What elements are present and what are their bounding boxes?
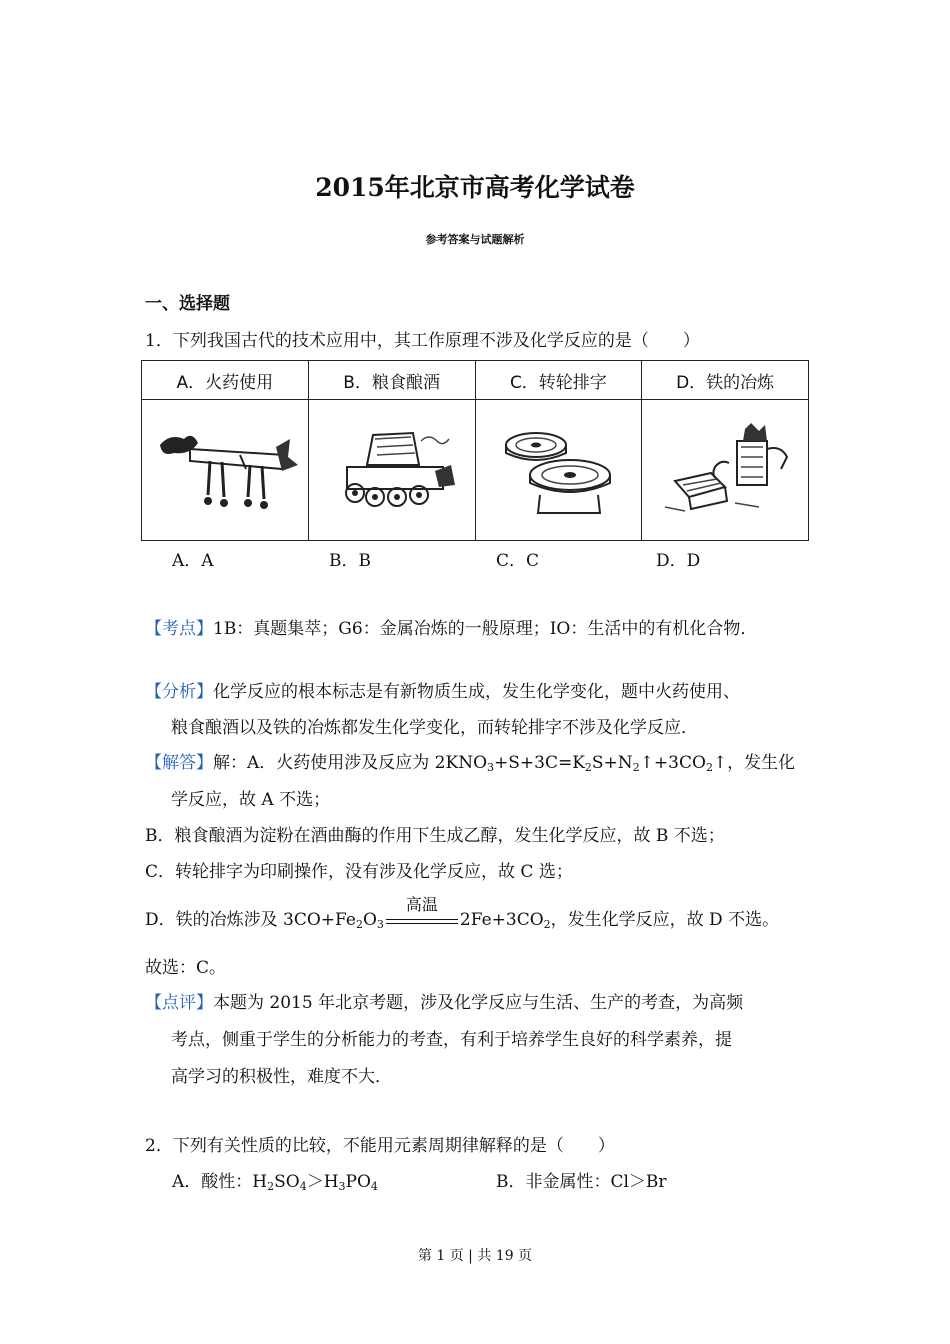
- jieda-d-text: D．铁的冶炼涉及 3CO+Fe: [145, 910, 356, 930]
- option-c: C．C: [496, 551, 540, 571]
- subscript: 4: [370, 1180, 378, 1193]
- option-image-cell-b: [308, 400, 475, 541]
- jieda-d-text: ，发生化学反应，故 D 不选。: [550, 910, 780, 930]
- option-a: A．A: [172, 551, 214, 571]
- jieda-a-text: ↑，发生化: [712, 753, 796, 773]
- question-1-option-table: [141, 360, 809, 541]
- jieda-tag: 【解答】: [145, 753, 213, 773]
- equals-bar: [386, 923, 458, 924]
- jieda-a-text: ↑+3CO: [639, 753, 706, 773]
- fenxi-tag: 【分析】: [145, 682, 213, 702]
- dianping-text-2: 考点，侧重于学生的分析能力的考查，有利于培养学生良好的科学素养，提: [171, 1030, 732, 1050]
- page-subtitle: 参考答案与试题解析: [425, 233, 525, 246]
- subscript: 4: [299, 1180, 307, 1193]
- jieda-d-text: O: [362, 910, 377, 930]
- fenxi-text-1: 化学反应的根本标志是有新物质生成，发生化学变化，题中火药使用、: [213, 682, 740, 702]
- subscript: 2: [705, 761, 713, 774]
- question-2-option-a: [172, 1167, 378, 1192]
- kaodian-line: [145, 614, 757, 639]
- iron-smelting-illustration: [655, 423, 795, 518]
- gunpowder-rocket-illustration: [150, 425, 300, 515]
- page-footer: 第 1 页 | 共 19 页: [417, 1248, 533, 1264]
- subscript: 2: [543, 918, 551, 931]
- reaction-condition: [386, 894, 458, 931]
- question-2-option-b: B．非金属性：Cl＞Br: [496, 1172, 667, 1192]
- dianping-text-1: 本题为 2015 年北京考题，涉及化学反应与生活、生产的考查，为高频: [213, 993, 744, 1013]
- subscript: 2: [267, 1180, 275, 1193]
- subscript: 3: [376, 918, 384, 931]
- subscript: 2: [584, 761, 592, 774]
- dianping-text-3: 高学习的积极性，难度不大．: [171, 1067, 392, 1087]
- brewing-stove-illustration: [317, 425, 467, 515]
- subscript: 2: [632, 761, 640, 774]
- question-2-stem: 2．下列有关性质的比较，不能用元素周期律解释的是（ ）: [145, 1136, 615, 1156]
- kaodian-text: 1B：真题集萃；G6：金属冶炼的一般原理；IO：生活中的有机化合物．: [213, 619, 758, 639]
- page-title: 2015年北京市高考化学试卷: [315, 173, 635, 202]
- type-wheel-illustration: [488, 423, 628, 518]
- kaodian-tag: 【考点】: [145, 619, 213, 639]
- option-header-d: D．铁的冶炼: [642, 361, 809, 400]
- fenxi-text-2: 粮食酿酒以及铁的冶炼都发生化学变化，而转轮排字不涉及化学反应．: [171, 718, 698, 738]
- jieda-a-text: S+N: [591, 753, 633, 773]
- q2-a-text: SO: [274, 1172, 300, 1192]
- q2-a-text: ＞H: [306, 1172, 339, 1192]
- option-header-a: A．火药使用: [142, 361, 309, 400]
- subscript: 3: [338, 1180, 346, 1193]
- jieda-a-text: 解：A．火药使用涉及反应为 2KNO: [213, 753, 488, 773]
- option-d: D．D: [656, 551, 701, 571]
- dianping-tag: 【点评】: [145, 993, 213, 1013]
- answer-line: 故选：C。: [145, 958, 227, 978]
- jieda-a-text: +S+3C=K: [494, 753, 585, 773]
- q2-a-text: A．酸性：H: [172, 1172, 268, 1192]
- equals-bar: [386, 919, 458, 920]
- jieda-d-text: 2Fe+3CO: [459, 910, 544, 930]
- option-image-cell-d: [642, 400, 809, 541]
- dianping-line-1: [145, 988, 743, 1013]
- subscript: 2: [355, 918, 363, 931]
- option-b: B．B: [329, 551, 371, 571]
- jieda-line-1: [145, 748, 795, 773]
- fenxi-line-1: [145, 677, 740, 702]
- jieda-b-line: B．粮食酿酒为淀粉在酒曲酶的作用下生成乙醇，发生化学反应，故 B 不选；: [145, 826, 725, 846]
- q2-a-text: PO: [345, 1172, 371, 1192]
- jieda-a-line-2: 学反应，故 A 不选；: [171, 790, 331, 810]
- option-image-cell-c: [475, 400, 642, 541]
- section-heading: 一、选择题: [145, 294, 230, 314]
- jieda-d-line: [145, 894, 780, 931]
- option-image-cell-a: [142, 400, 309, 541]
- option-header-c: C．转轮排字: [475, 361, 642, 400]
- subscript: 3: [487, 761, 495, 774]
- reaction-condition-label: 高温: [405, 894, 438, 914]
- question-1-stem: 1．下列我国古代的技术应用中，其工作原理不涉及化学反应的是（ ）: [145, 331, 700, 351]
- jieda-c-line: C．转轮排字为印刷操作，没有涉及化学反应，故 C 选；: [145, 862, 573, 882]
- option-header-b: B．粮食酿酒: [308, 361, 475, 400]
